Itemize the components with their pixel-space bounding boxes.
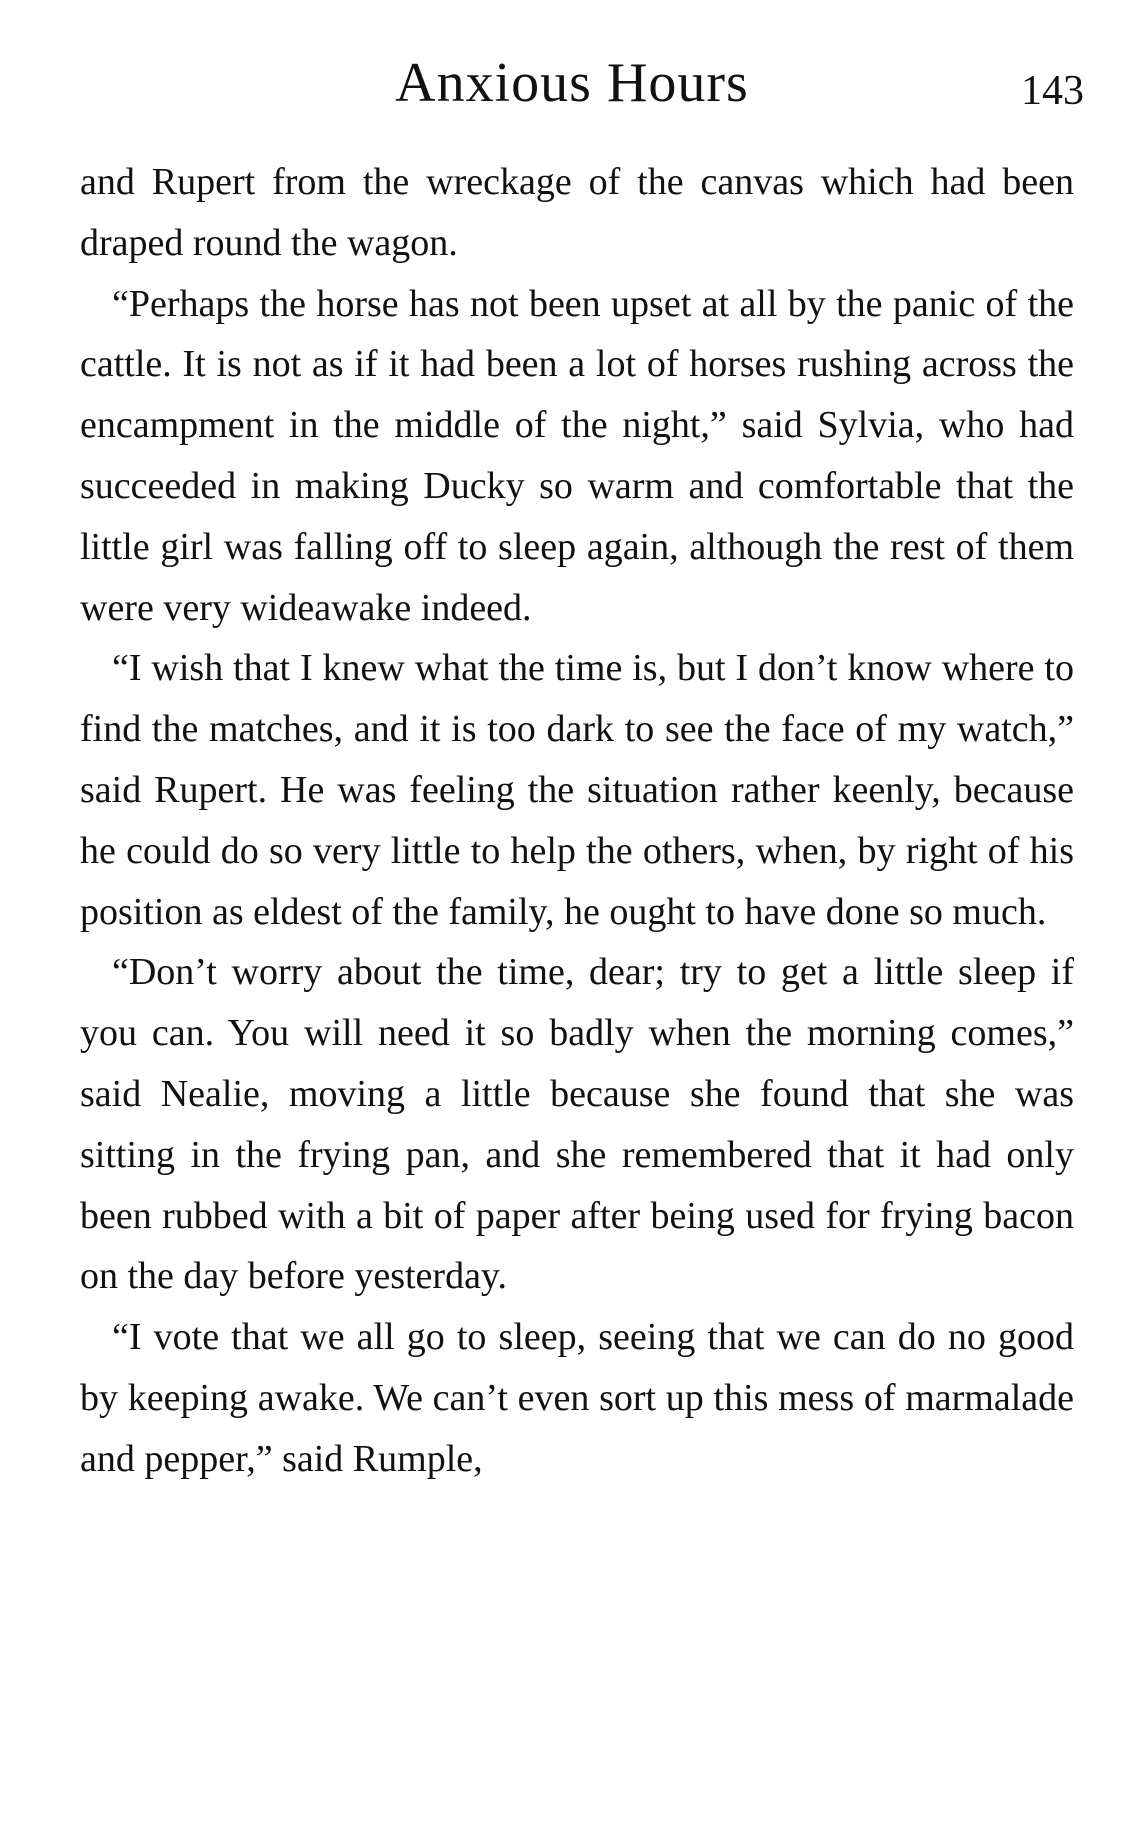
paragraph: “I vote that we all go to sleep, seeing that we can do no good by keeping awake. We can’t even sort up this mess of marmalade and pepper,” said Rumple, bbox=[80, 1316, 1074, 1480]
paragraph: “Perhaps the horse has not been upset at all by the panic of the cattle. It is not as if it had been a lot of horses rushing across the encampment in the middle of the night,” said Sylvia, who had succeeded in making Ducky so warm and comfortable that the little girl was falling off to sleep again, although the rest of them were very wideawake indeed. bbox=[80, 282, 1074, 629]
paragraph: “I wish that I knew what the time is, but I don’t know where to find the matches, and it is too dark to see the face of my watch,” said Rupert. He was feeling the situation rather keenly, because he could do so very little to help the others, when, by right of his position as eldest of the family, he ought to have done so much. bbox=[80, 647, 1074, 933]
paragraph: “Don’t worry about the time, dear; try to get a little sleep if you can. You will need it so badly when the morning comes,” said Nealie, moving a little because she found that she was sitting in the frying pan, and she remembered that it had only been rubbed with a bit of paper after being used for frying bacon on the day before yesterday. bbox=[80, 951, 1074, 1298]
running-head bbox=[0, 48, 1144, 118]
paragraph: and Rupert from the wreckage of the canvas which had been draped round the wagon. bbox=[80, 161, 1074, 264]
page-number: 143 bbox=[1021, 68, 1084, 114]
chapter-title: Anxious Hours bbox=[395, 52, 749, 114]
body-text bbox=[80, 152, 1074, 1490]
